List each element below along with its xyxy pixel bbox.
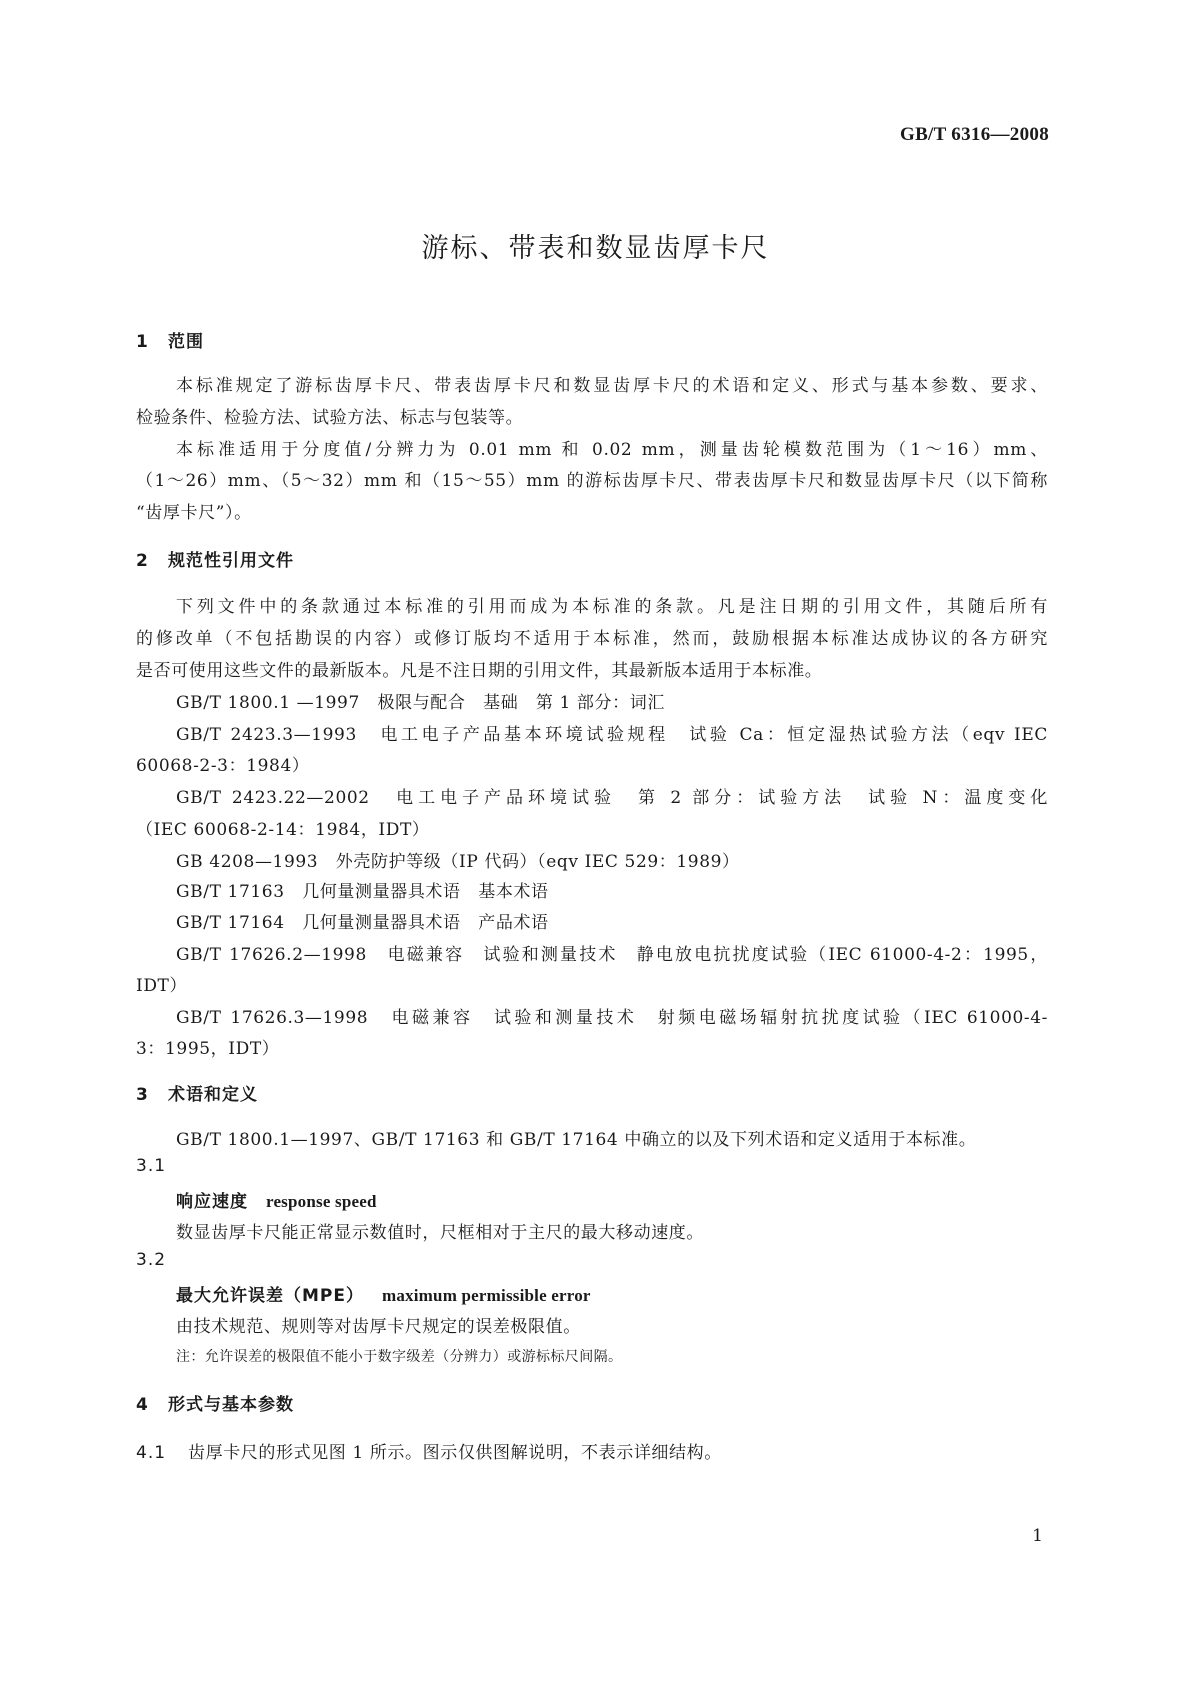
reference-gbt-17626-3-line-1: GB/T 17626.3—1998 电磁兼容 试验和测量技术 射频电磁场辐射抗扰度试验（IEC 61000-4- <box>176 1008 1048 1028</box>
clause-4-1-text: 齿厚卡尺的形式见图 1 所示。图示仅供图解说明，不表示详细结构。 <box>188 1443 722 1463</box>
reference-gbt-17626-3-line-2: 3：1995，IDT） <box>136 1039 280 1059</box>
reference-gbt-17163: GB/T 17163 几何量测量器具术语 基本术语 <box>176 882 549 902</box>
term-3-1-definition: 数显齿厚卡尺能正常显示数值时，尺框相对于主尺的最大移动速度。 <box>176 1223 704 1243</box>
s1-paragraph-2-line-2: （1～26）mm、（5～32）mm 和（15～55）mm 的游标齿厚卡尺、带表齿厚卡尺和数显齿厚卡尺（以下简称 <box>136 471 1048 491</box>
s3-paragraph: GB/T 1800.1—1997、GB/T 17163 和 GB/T 17164 中确立的以及下列术语和定义适用于本标准。 <box>176 1130 977 1150</box>
section-title: 形式与基本参数 <box>168 1395 294 1415</box>
s1-paragraph-1-line-1: 本标准规定了游标齿厚卡尺、带表齿厚卡尺和数显齿厚卡尺的术语和定义、形式与基本参数、要求、 <box>176 376 1048 396</box>
term-3-2-definition: 由技术规范、规则等对齿厚卡尺规定的误差极限值。 <box>176 1317 581 1337</box>
reference-gb-4208: GB 4208—1993 外壳防护等级（IP 代码）（eqv IEC 529：1989） <box>176 852 740 872</box>
section-title: 范围 <box>168 332 204 352</box>
clause-3-1-number: 3.1 <box>136 1156 167 1176</box>
section-number: 3 <box>136 1085 149 1105</box>
reference-gbt-2423-3-line-1: GB/T 2423.3—1993 电工电子产品基本环境试验规程 试验 Ca：恒定湿热试验方法（eqv IEC <box>176 725 1048 745</box>
page-number: 1 <box>1032 1526 1043 1546</box>
term-chinese: 最大允许误差（MPE） <box>176 1286 364 1306</box>
term-chinese: 响应速度 <box>176 1192 248 1212</box>
term-english: response speed <box>266 1192 377 1211</box>
s2-paragraph-line-2: 的修改单（不包括勘误的内容）或修订版均不适用于本标准，然而，鼓励根据本标准达成协议的各方研究 <box>136 629 1048 649</box>
section-title: 术语和定义 <box>168 1085 258 1105</box>
section-4-heading <box>136 1390 294 1415</box>
reference-gbt-2423-22-line-1: GB/T 2423.22—2002 电工电子产品环境试验 第 2 部分：试验方法 试验 N：温度变化 <box>176 788 1048 808</box>
clause-3-2-number: 3.2 <box>136 1250 167 1270</box>
s1-paragraph-1-line-2: 检验条件、检验方法、试验方法、标志与包装等。 <box>136 408 524 428</box>
s1-paragraph-2-line-1: 本标准适用于分度值/分辨力为 0.01 mm 和 0.02 mm，测量齿轮模数范围为（1～16）mm、 <box>176 440 1048 460</box>
section-number: 4 <box>136 1395 149 1415</box>
s1-paragraph-2-line-3: “齿厚卡尺”）。 <box>136 503 252 523</box>
reference-gbt-1800-1: GB/T 1800.1 —1997 极限与配合 基础 第 1 部分：词汇 <box>176 693 665 713</box>
section-title: 规范性引用文件 <box>168 551 294 571</box>
clause-4-1 <box>136 1438 722 1463</box>
term-response-speed <box>176 1187 377 1212</box>
reference-gbt-17164: GB/T 17164 几何量测量器具术语 产品术语 <box>176 913 549 933</box>
reference-gbt-2423-3-line-2: 60068-2-3：1984） <box>136 756 310 776</box>
term-english: maximum permissible error <box>382 1286 591 1305</box>
reference-gbt-2423-22-line-2: （IEC 60068-2-14：1984，IDT） <box>136 820 430 840</box>
s2-paragraph-line-1: 下列文件中的条款通过本标准的引用而成为本标准的条款。凡是注日期的引用文件，其随后所有 <box>176 597 1048 617</box>
section-2-heading <box>136 546 294 571</box>
reference-gbt-17626-2-line-2: IDT） <box>136 976 188 996</box>
term-3-2-note: 注：允许误差的极限值不能小于数字级差（分辨力）或游标标尺间隔。 <box>176 1349 623 1365</box>
standard-number: GB/T 6316—2008 <box>899 124 1049 145</box>
section-number: 2 <box>136 551 149 571</box>
section-1-heading <box>136 327 204 352</box>
s2-paragraph-line-3: 是否可使用这些文件的最新版本。凡是不注日期的引用文件，其最新版本适用于本标准。 <box>136 661 823 681</box>
clause-4-1-number: 4.1 <box>136 1443 167 1463</box>
document-title: 游标、带表和数显齿厚卡尺 <box>421 233 770 264</box>
section-3-heading <box>136 1080 258 1105</box>
reference-gbt-17626-2-line-1: GB/T 17626.2—1998 电磁兼容 试验和测量技术 静电放电抗扰度试验（IEC 61000-4-2：1995， <box>176 945 1048 965</box>
section-number: 1 <box>136 332 149 352</box>
term-maximum-permissible-error <box>176 1281 591 1306</box>
